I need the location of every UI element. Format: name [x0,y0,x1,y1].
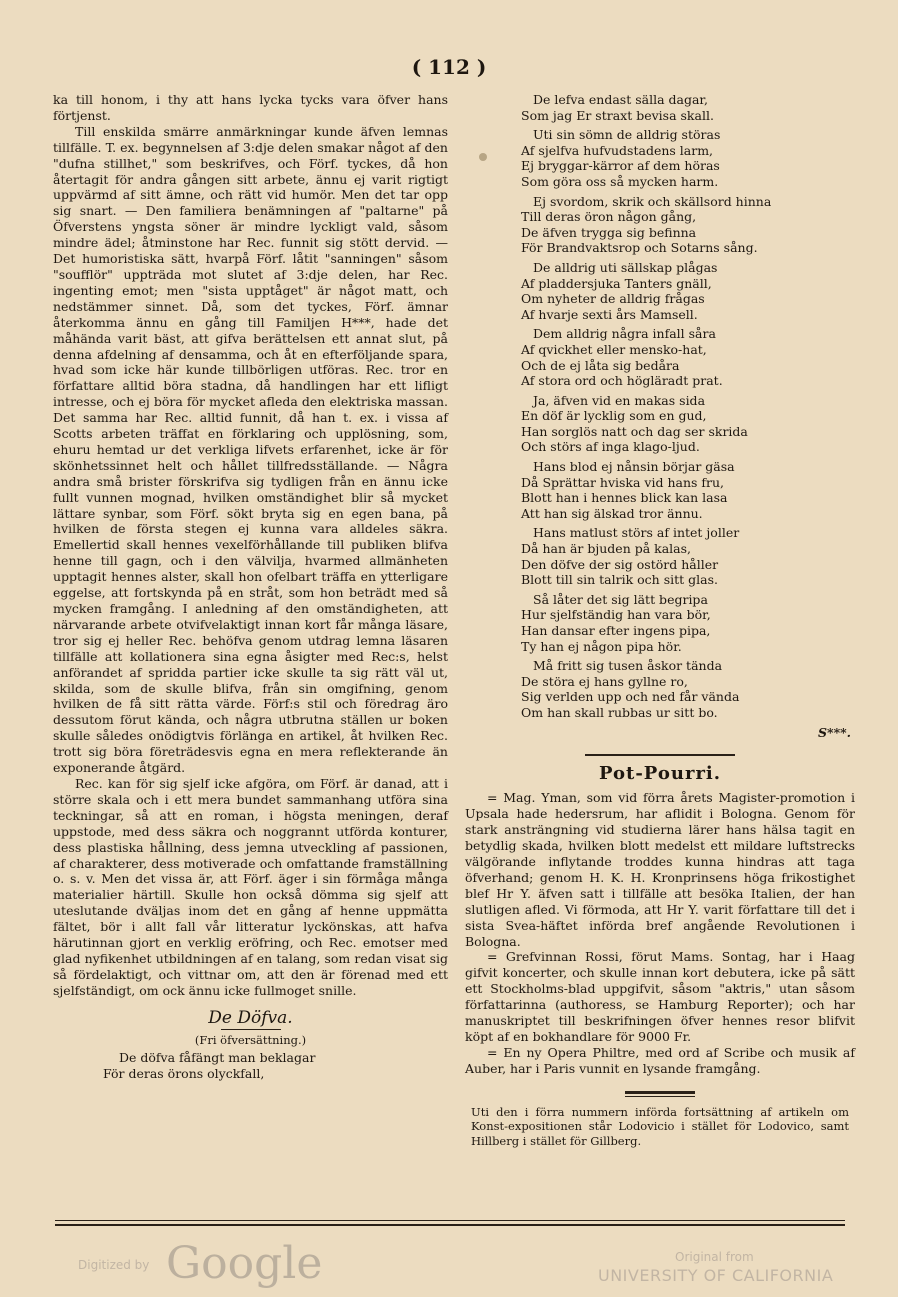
verse-line: Som jag Er straxt bevisa skall. [521,107,714,123]
verse-line: Uti sin sömn de alldrig störas [533,127,721,143]
news-item: = En ny Opera Philtre, med ord af Scribe och musik af Auber, har i Paris vunnit en lysande framgång. [465,1044,855,1076]
verse-line: Hur sjelfständig han vara bör, [521,607,711,623]
poem-signature: S***. [818,724,851,740]
verse-line: Hans matlust störs af intet joller [533,525,740,541]
news-item: = Mag. Yman, som vid förra årets Magister-promotion i Upsala hade hedersrum, har aflidit i Bologna. Genom för stark ansträngning vid studierna lärer hans hälsa tagit en betydlig skada, hvilken blott medelst ett mildare luftstrecks välgörande inflytande troddes kunna hindras att taga öfverhand; genom H. K. H. Kronprinsens höga frikostighet blef Hr Y. äfven satt i tillfälle att besöka Italien, der han slutligen afled. Vi förmoda, att Hr Y. varit författare till det i sista Svea-häftet införda bref angående Revolutionen i Bologna. [465,790,855,949]
university-watermark: UNIVERSITY OF CALIFORNIA [598,1266,834,1285]
verse-line: Ej bryggar-kärror af dem höras [521,158,720,174]
poem-subtitle: (Fri öfversättning.) [194,1032,307,1047]
verse-line: Då han är bjuden på kalas, [521,541,692,557]
left-column [53,92,448,1082]
verse-line: Och störs af inga klago-ljud. [521,439,700,455]
erratum-note: Uti den i förra nummern införda fortsättning af artikeln om Konst-expositionen står Lodovicio i stället för Lodovico, samt Hillberg i stället för Gillberg. [471,1104,849,1148]
poem-title: De Döfva. [208,1007,293,1028]
section-rule [585,754,735,756]
poem-stanza [465,525,855,587]
verse-line: Han dansar efter ingens pipa, [521,623,711,638]
verse-line: De störa ej hans gyllne ro, [521,673,688,689]
news-items [465,790,855,1076]
right-column [465,92,855,1148]
verse-line: Om han skall rubbas ur sitt bo. [521,704,718,720]
verse-line: Af stora ord och högläradt prat. [521,373,723,389]
verse-line: För deras örons olyckfall, [103,1066,265,1082]
verse-line: Sig verlden upp och ned får vända [521,689,740,705]
review-paragraph: Till enskilda smärre anmärkningar kunde äfven lemnas tillfälle. T. ex. begynnelsen af 3:dje delen smakar något af den "dufna stillhet," som beskrifves, och Förf. tyckes, då hon återtagit för andra gången sitt arbete, ännu ej varit rigtigt uppvärmd af sitt ämne, och rätt vid humör. Men det tar opp sig snart. — Den familiera benämningen af "paltarne" på Öfverstens yngsta söner är mindre lyckligt vald, såsom mindre ädel; åtminstone har Rec. funnit sig stött dervid. — Det humoristiska sätt, hvarpå Förf. låtit "sanningen" såsom "soufflör" uppträda mot slutet af 3:dje delen, har Rec. ingenting emot; men "sista upptåget" är något matt, och nedstämmer sinnet. Då, som det tyckes, Förf. ämnar återkomma ännu en gång till Familjen H***, hade det måhända varit bäst, att gifva berättelsen ett annat slut, på denna afdelning af densamma, och åt en efterföljande spara, hvad som icke här kunde tillbörligen utföras. Rec. tror en författare alltid böra stadna, då handlingen har ett lifligt intresse, och ej böra för mycket afleda den elektriska massan. Det samma har Rec. alltid funnit, då han t. ex. i vissa af Scotts arbeten träffat en förklaring och upplösning, som, ehuru hemtad ur det verkliga lifvets erfarenhet, icke är för skönhetssinnet helt och hållet tillfredsställande. — Några andra små brister förskrifva sig tydligen från en ännu icke fullt vunnen mognad, hvilken omständighet blir så mycket lättare synbar, som Förf. sökt bryta sig en egen bana, på hvilken de första stegen ej kunna vara alldeles säkra. Emellertid skall hennes vexelförhållande till publiken blifva henne till gagn, och i den välvilja, hvarmed allmänheten upptagit hennes alster, skall hon ofelbart träffa en ytterligare eggelse, att fortskynda på en stråt, som hon beträdt med så mycken framgång. I anledning af den omständigheten, att närvarande arbete otvifvelaktigt innan kort får många läsare, tror sig ej heller Rec. behöfva genom utdrag lemna läsaren tillfälle att kollationera sina egna åsigter med Rec:s, helst anförandet af spridda partier icke skulle ta sig rätt väl ut, skilda, som de skulle blifva, från sin omgifning, genom hvilken de få sitt rätta värde. Förf:s stil och föredrag äro dessutom förut kända, och några utbrutna ställen ur boken skulle således onödigtvis förlänga en artikel, åt hvilken Rec. trott sig böra företrädesvis egna en mera reflekterande än exponerande åtgärd. [53,123,448,776]
poem-stanza [465,393,855,455]
original-from-watermark: Original from [675,1250,754,1264]
section-title: Pot-Pourri. [598,763,722,785]
poem-stanza [465,658,855,720]
verse-line: Blott han i hennes blick kan lasa [521,490,728,506]
google-watermark: Google [166,1238,323,1289]
verse-line: Till deras öron någon gång, [521,209,697,225]
verse-line: Af hvarje sexti års Mamsell. [521,306,698,322]
news-item: = Grefvinnan Rossi, förut Mams. Sontag, har i Haag gifvit koncerter, och skulle innan kort debutera, icke på sätt ett Stockholms-blad uppgifvit, såsom "aktris," utan såsom författarinna (authoress, se Hamburg Reporter); och har manuskriptet till beskrifningen öfver hennes resor blifvit köpt af en bokhandlare för 9000 Fr. [465,949,855,1044]
review-paragraph: Rec. kan för sig sjelf icke afgöra, om Förf. är danad, att i större skala och i ett mera bundet sammanhang utföra sina teckningar, så att en roman, i högsta meningen, deraf uppstode, med dess säkra och noggrannt utförda konturer, dess plastiska hållning, dess jemna utveckling af passionen, af charakterer, dess motiverade och omfattande framställning o. s. v. Men det vissa är, att Förf. äger i sin förmåga många materialier härtill. Skulle hon också dömma sig sjelf att uteslutande dväljas inom det en gång af henne uppmätta fältet, bör i allt fall vår litteratur lyckönskas, att hafva härutinnan gjort en verklig eröfring, och Rec. emotser med glad nyfikenhet utbildningen af en talang, som redan visat sig så fördelaktigt, och vittnar om, att den är förenad med ett sjelfständigt, om ock ännu icke fullmoget snille. [53,775,448,998]
verse-line: Hans blod ej nånsin börjar gäsa [533,459,735,475]
verse-line: Så låter det sig lätt begripa [533,591,708,607]
poem-title-rule [221,1029,281,1030]
poem-stanza [465,194,855,256]
review-paragraph: ka till honom, i thy att hans lycka tycks vara öfver hans förtjenst. [53,92,448,123]
verse-line: Ja, äfven vid en makas sida [533,392,706,408]
verse-line: Ej svordom, skrik och skällsord hinna [533,193,772,209]
verse-line: Af qvickhet eller mensko-hat, [521,341,707,357]
poem-stanza [465,127,855,189]
verse-line: En döf är lycklig som en gud, [521,408,707,424]
verse-line: Den döfve der sig ostörd håller [521,556,719,572]
verse-line: Dem alldrig några infall såra [533,326,716,342]
verse-line: Blott till sin talrik och sitt glas. [521,572,718,588]
verse-line: Må fritt sig tusen åskor tända [533,658,723,674]
verse-line: Att han sig älskad tror ännu. [521,505,703,521]
poem-stanza [465,92,855,123]
poem-stanza [465,326,855,388]
verse-line: Då Sprättar hviska vid hans fru, [521,474,725,490]
verse-line: Han sorglös natt och dag ser skrida [521,423,748,439]
verse-line: De lefva endast sälla dagar, [533,92,708,107]
footnote-rule [625,1091,695,1097]
verse-line: För Brandvaktsrop och Sotarns sång. [521,240,758,256]
page-number: ( 112 ) [411,55,487,79]
verse-line: Som göra oss så mycken harm. [521,173,719,189]
poem-stanza [465,592,855,654]
verse-line: De döfva fåfängt man beklagar [119,1050,316,1066]
verse-line: De äfven trygga sig befinna [521,224,697,240]
verse-line: Af pladdersjuka Tanters gnäll, [521,275,712,291]
poem-stanza [465,459,855,521]
bottom-rule-thick [55,1224,845,1226]
bottom-rule [55,1220,845,1221]
verse-line: Af sjelfva hufvudstadens larm, [521,142,714,158]
verse-line: De alldrig uti sällskap plågas [533,259,718,275]
verse-line: Ty han ej någon pipa hör. [521,638,682,654]
verse-line: Och de ej låta sig bedåra [521,357,680,373]
poem-stanza [465,260,855,322]
digitized-by-watermark: Digitized by [78,1258,150,1272]
verse-line: Om nyheter de alldrig frågas [521,291,705,307]
poem-stanzas [465,92,855,721]
